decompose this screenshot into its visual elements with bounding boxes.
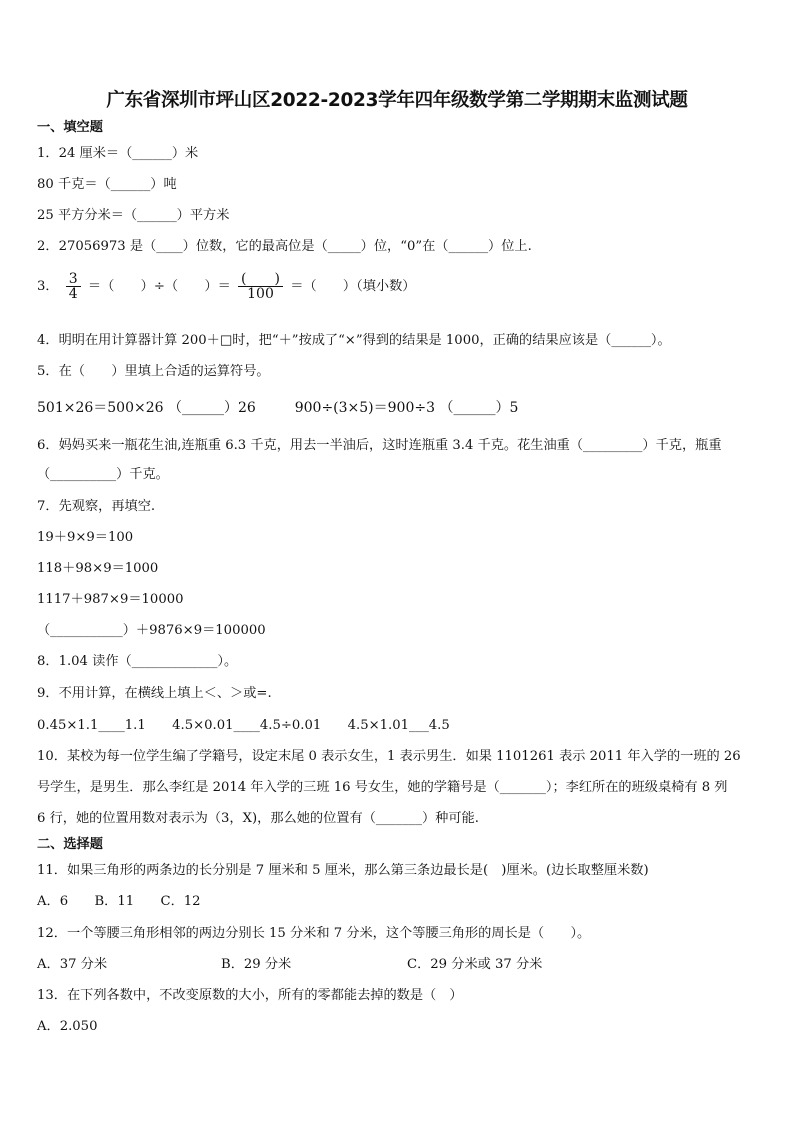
q12-option-b: B．29 分米: [221, 957, 292, 972]
q12-option-c: C．29 分米或 37 分米: [407, 957, 543, 972]
section-choice: 二、选择题: [37, 837, 103, 852]
q11-options: A．6 B．11 C．12: [37, 894, 201, 909]
q3-frac-num: 3: [66, 272, 81, 287]
q12-text: 12．一个等腰三角形相邻的两边分别长 15 分米和 7 分米，这个等腰三角形的周长是（ ）。: [37, 926, 591, 941]
q5-right-expression: 900÷(3×5)＝900÷3 （______）5: [294, 400, 519, 416]
q9-text: 9．不用计算，在横线上填上＜、＞或=.: [37, 686, 272, 701]
q8-text: 8．1.04 读作（_____________）。: [37, 654, 238, 669]
q10-line-a: 10．某校为每一位学生编了学籍号，设定末尾 0 表示女生，1 表示男生．如果 1101261 表示 2011 年入学的一班的 26: [37, 749, 741, 764]
q5-left-expression: 501×26＝500×26 （______）26: [37, 400, 256, 416]
q13-option-a: A．2.050: [37, 1019, 98, 1034]
q3-middle: ＝（ ）÷（ ）＝: [87, 279, 231, 294]
q13-text: 13．在下列各数中，不改变原数的大小，所有的零都能去掉的数是（ ）: [37, 988, 463, 1003]
q12-option-a: A．37 分米: [37, 957, 108, 972]
q3-line: [37, 272, 758, 301]
q7-eq-1: 19＋9×9＝100: [37, 530, 134, 545]
q3-frac-den: 4: [68, 286, 78, 302]
q3-tail: ＝（ ）（填小数）: [290, 279, 416, 294]
q9-items: 0.45×1.1____1.1 4.5×0.01____4.5÷0.01 4.5×1.01___4.5: [37, 718, 450, 733]
section-fill-blank: 一、填空题: [37, 120, 103, 135]
q7-eq-3: 1117＋987×9＝10000: [37, 592, 184, 607]
q10-line-b: 号学生，是男生．那么李红是 2014 年入学的三班 16 号女生，她的学籍号是（_______）；李红所在的班级桌椅有 8 列: [37, 780, 728, 795]
q5-expressions: [37, 399, 758, 417]
q6-line-b: （__________）千克。: [37, 467, 169, 482]
q3-frac2-num: ( ): [238, 272, 283, 287]
q1-line-b: 80 千克＝（______）吨: [37, 177, 177, 192]
q5-text: 5．在（ ）里填上合适的运算符号。: [37, 364, 270, 379]
q11-text: 11．如果三角形的两条边的长分别是 7 厘米和 5 厘米，那么第三条边最长是( )厘米。(边长取整厘米数): [37, 863, 649, 878]
q6-line-a: 6．妈妈买来一瓶花生油,连瓶重 6.3 千克，用去一半油后，这时连瓶重 3.4 千克。花生油重（_________）千克，瓶重: [37, 438, 722, 453]
q10-line-c: 6 行，她的位置用数对表示为（3，X)，那么她的位置有（_______）种可能.: [37, 811, 479, 826]
q7-eq-2: 118＋98×9＝1000: [37, 561, 159, 576]
q3-fraction-3-4: [66, 272, 81, 301]
page-title: 广东省深圳市坪山区2022-2023学年四年级数学第二学期期末监测试题: [106, 90, 688, 111]
q3-frac2-den: 100: [247, 286, 274, 302]
q1-line-c: 25 平方分米＝（______）平方米: [37, 208, 230, 223]
q2-text: 2．27056973 是（____）位数，它的最高位是（_____）位，“0”在（______）位上.: [37, 239, 532, 254]
q3-label: 3．: [37, 279, 59, 294]
q3-fraction-blank-100: [238, 272, 283, 301]
q4-text: 4．明明在用计算器计算 200＋□时，把“＋”按成了“×”得到的结果是 1000，正确的结果应该是（______）。: [37, 333, 671, 348]
q7-eq-4: （___________）＋9876×9＝100000: [37, 623, 266, 638]
q7-text: 7．先观察，再填空.: [37, 499, 156, 514]
q1-line-a: 1．24 厘米＝（______）米: [37, 146, 199, 161]
